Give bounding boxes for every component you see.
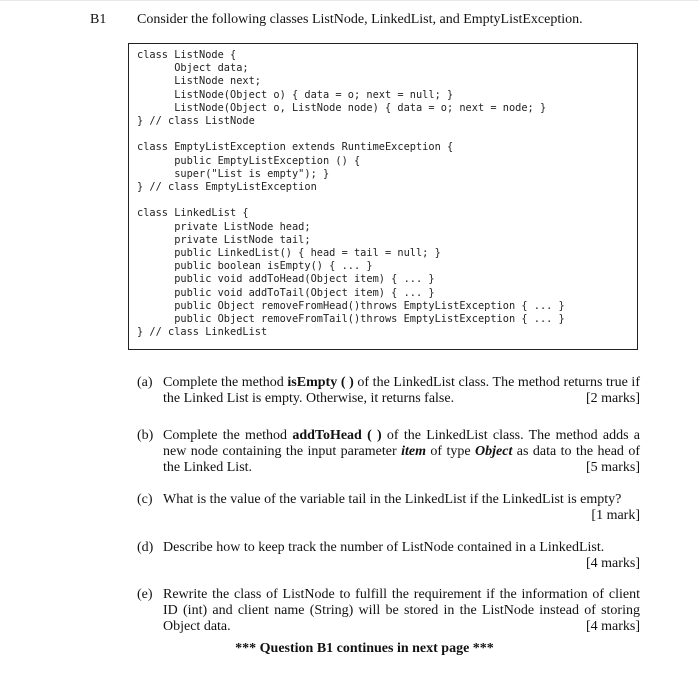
part-d bbox=[137, 540, 640, 572]
part-b bbox=[137, 428, 640, 476]
code-line: class ListNode { bbox=[137, 49, 237, 61]
part-c bbox=[137, 492, 640, 524]
code-line: } // class EmptyListException bbox=[137, 181, 317, 194]
part-d-label: (d) bbox=[137, 540, 154, 555]
code-line: ListNode next; bbox=[137, 75, 261, 88]
code-line: public boolean isEmpty() { ... } bbox=[137, 260, 373, 273]
code-line: public LinkedList() { head = tail = null; } bbox=[137, 247, 441, 260]
part-b-label: (b) bbox=[137, 428, 154, 443]
part-e bbox=[137, 587, 640, 635]
part-b-type: Object bbox=[475, 444, 513, 459]
code-line: private ListNode head; bbox=[137, 220, 311, 233]
code-line: public Object removeFromHead()throws EmptyListException { ... } bbox=[137, 299, 565, 312]
part-d-text: Describe how to keep track the number of ListNode contained in a LinkedList. bbox=[163, 540, 605, 555]
part-e-label: (e) bbox=[137, 587, 153, 602]
part-a-label: (a) bbox=[137, 375, 153, 390]
code-line: Object data; bbox=[137, 62, 249, 75]
part-e-text: Rewrite the class of ListNode to fulfill the requirement if the information of client ID (int) and client name (String) will be stored in the ListNode instead of storing Object data. [4 marks] bbox=[163, 587, 640, 634]
code-line: class LinkedList { bbox=[137, 207, 249, 220]
part-b-item: item bbox=[401, 444, 426, 459]
code-line: public Object removeFromTail()throws EmptyListException { ... } bbox=[137, 313, 565, 326]
code-line: public EmptyListException () { bbox=[137, 154, 361, 167]
part-a-text: Complete the method isEmpty ( ) of the LinkedList class. The method returns true if the Linked List is empty. Otherwise, it returns false. [2 marks] bbox=[163, 375, 640, 406]
part-a-method: isEmpty ( ) bbox=[287, 375, 354, 390]
part-d-marks: [4 marks] bbox=[585, 556, 640, 571]
part-a bbox=[137, 375, 640, 407]
code-line: ListNode(Object o, ListNode node) { data = o; next = node; } bbox=[137, 101, 547, 114]
part-b-marks: [5 marks] bbox=[585, 460, 640, 475]
part-a-marks: [2 marks] bbox=[585, 391, 640, 406]
part-c-label: (c) bbox=[137, 492, 153, 507]
part-c-marks: [1 mark] bbox=[591, 508, 640, 523]
code-listing bbox=[137, 49, 565, 339]
code-line: } // class ListNode bbox=[137, 115, 255, 128]
question-number: B1 bbox=[90, 12, 107, 27]
continuation-note: *** Question B1 continues in next page *** bbox=[235, 641, 494, 656]
code-line: public void addToHead(Object item) { ... } bbox=[137, 273, 435, 286]
code-line: ListNode(Object o) { data = o; next = null; } bbox=[137, 88, 454, 101]
part-e-marks: [4 marks] bbox=[585, 619, 640, 634]
code-line: } // class LinkedList bbox=[137, 326, 268, 339]
code-line: public void addToTail(Object item) { ... } bbox=[137, 286, 435, 299]
code-line: class EmptyListException extends RuntimeException { bbox=[137, 141, 454, 154]
question-intro: Consider the following classes ListNode, LinkedList, and EmptyListException. bbox=[137, 12, 583, 27]
part-b-method: addToHead ( ) bbox=[292, 428, 382, 443]
code-listing-box bbox=[128, 43, 638, 350]
part-c-text: What is the value of the variable tail in the LinkedList if the LinkedList is empty? bbox=[163, 492, 622, 507]
code-line: super("List is empty"); } bbox=[137, 167, 330, 180]
top-edge bbox=[0, 0, 699, 1]
part-b-text: Complete the method addToHead ( ) of the LinkedList class. The method adds a new node containing the input parameter item of type Object as data to the head of the Linked List. [5 marks] bbox=[163, 428, 641, 475]
code-line: private ListNode tail; bbox=[137, 233, 311, 246]
